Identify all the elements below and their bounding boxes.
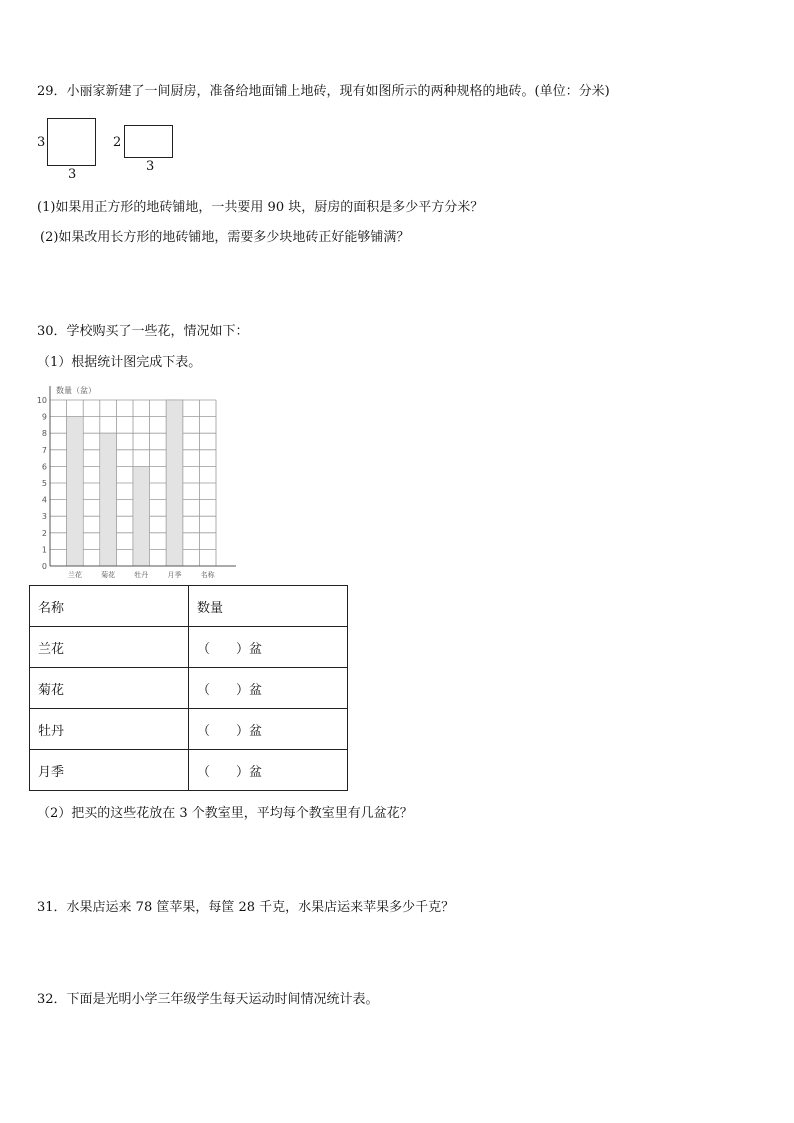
flower-quantity-table <box>29 585 348 791</box>
q29-sub2: (2)如果改用长方形的地砖铺地，需要多少块地砖正好能够铺满？ <box>40 230 410 245</box>
header-quantity: 数量 <box>189 586 348 627</box>
bar-月季 <box>166 400 183 566</box>
rectangle-tile <box>124 125 173 158</box>
table-row <box>30 668 348 709</box>
y-tick-label: 4 <box>41 495 47 505</box>
header-name: 名称 <box>30 586 189 627</box>
q30-sub1: （1）根据统计图完成下表。 <box>37 355 202 370</box>
row-name: 牡丹 <box>30 709 189 750</box>
table-row <box>30 627 348 668</box>
q29-sub1: (1)如果用正方形的地砖铺地，一共要用 90 块，厨房的面积是多少平方分米？ <box>37 200 484 215</box>
row-name: 月季 <box>30 750 189 791</box>
q29-text: 29．小丽家新建了一间厨房，准备给地面铺上地砖，现有如图所示的两种规格的地砖。(单位：分米) <box>37 84 610 99</box>
row-quantity-blank: （ ）盆 <box>189 750 348 791</box>
row-name: 兰花 <box>30 627 189 668</box>
rectangle-side-label: 2 <box>113 135 122 150</box>
table-row <box>30 709 348 750</box>
square-side-label: 3 <box>37 135 46 150</box>
table-header-row <box>30 586 348 627</box>
x-tick-label: 菊花 <box>101 571 116 579</box>
row-name: 菊花 <box>30 668 189 709</box>
y-tick-label: 8 <box>41 429 47 439</box>
bar-菊花 <box>100 433 117 566</box>
y-axis-label: 数量（盆） <box>56 386 96 395</box>
bar-牡丹 <box>133 466 150 566</box>
y-tick-label: 5 <box>41 479 47 488</box>
q32-text: 32．下面是光明小学三年级学生每天运动时间情况统计表。 <box>37 992 379 1007</box>
x-tick-label: 牡丹 <box>134 571 149 579</box>
y-tick-label: 1 <box>41 545 47 555</box>
y-tick-label: 7 <box>41 445 47 455</box>
x-tick-label: 兰花 <box>67 571 82 579</box>
y-tick-label: 2 <box>41 528 47 538</box>
square-bottom-label: 3 <box>68 167 77 182</box>
bar-兰花 <box>67 417 84 566</box>
x-tick-label: 月季 <box>167 571 182 579</box>
x-axis-label: 名称 <box>200 571 215 579</box>
row-quantity-blank: （ ）盆 <box>189 668 348 709</box>
square-tile <box>47 118 96 166</box>
row-quantity-blank: （ ）盆 <box>189 709 348 750</box>
table-row <box>30 750 348 791</box>
flower-bar-chart <box>28 380 248 580</box>
rectangle-bottom-label: 3 <box>146 159 155 174</box>
y-tick-label: 6 <box>41 462 47 472</box>
y-tick-label: 3 <box>41 512 47 522</box>
y-tick-label: 10 <box>36 396 47 405</box>
y-tick-label: 9 <box>41 412 47 422</box>
q30-text: 30．学校购买了一些花，情况如下： <box>37 324 249 339</box>
y-tick-label: 0 <box>41 562 47 571</box>
q30-sub2: （2）把买的这些花放在 3 个教室里，平均每个教室里有几盆花？ <box>37 806 413 821</box>
q31-text: 31．水果店运来 78 筐苹果，每筐 28 千克，水果店运来苹果多少千克？ <box>37 900 455 915</box>
row-quantity-blank: （ ）盆 <box>189 627 348 668</box>
